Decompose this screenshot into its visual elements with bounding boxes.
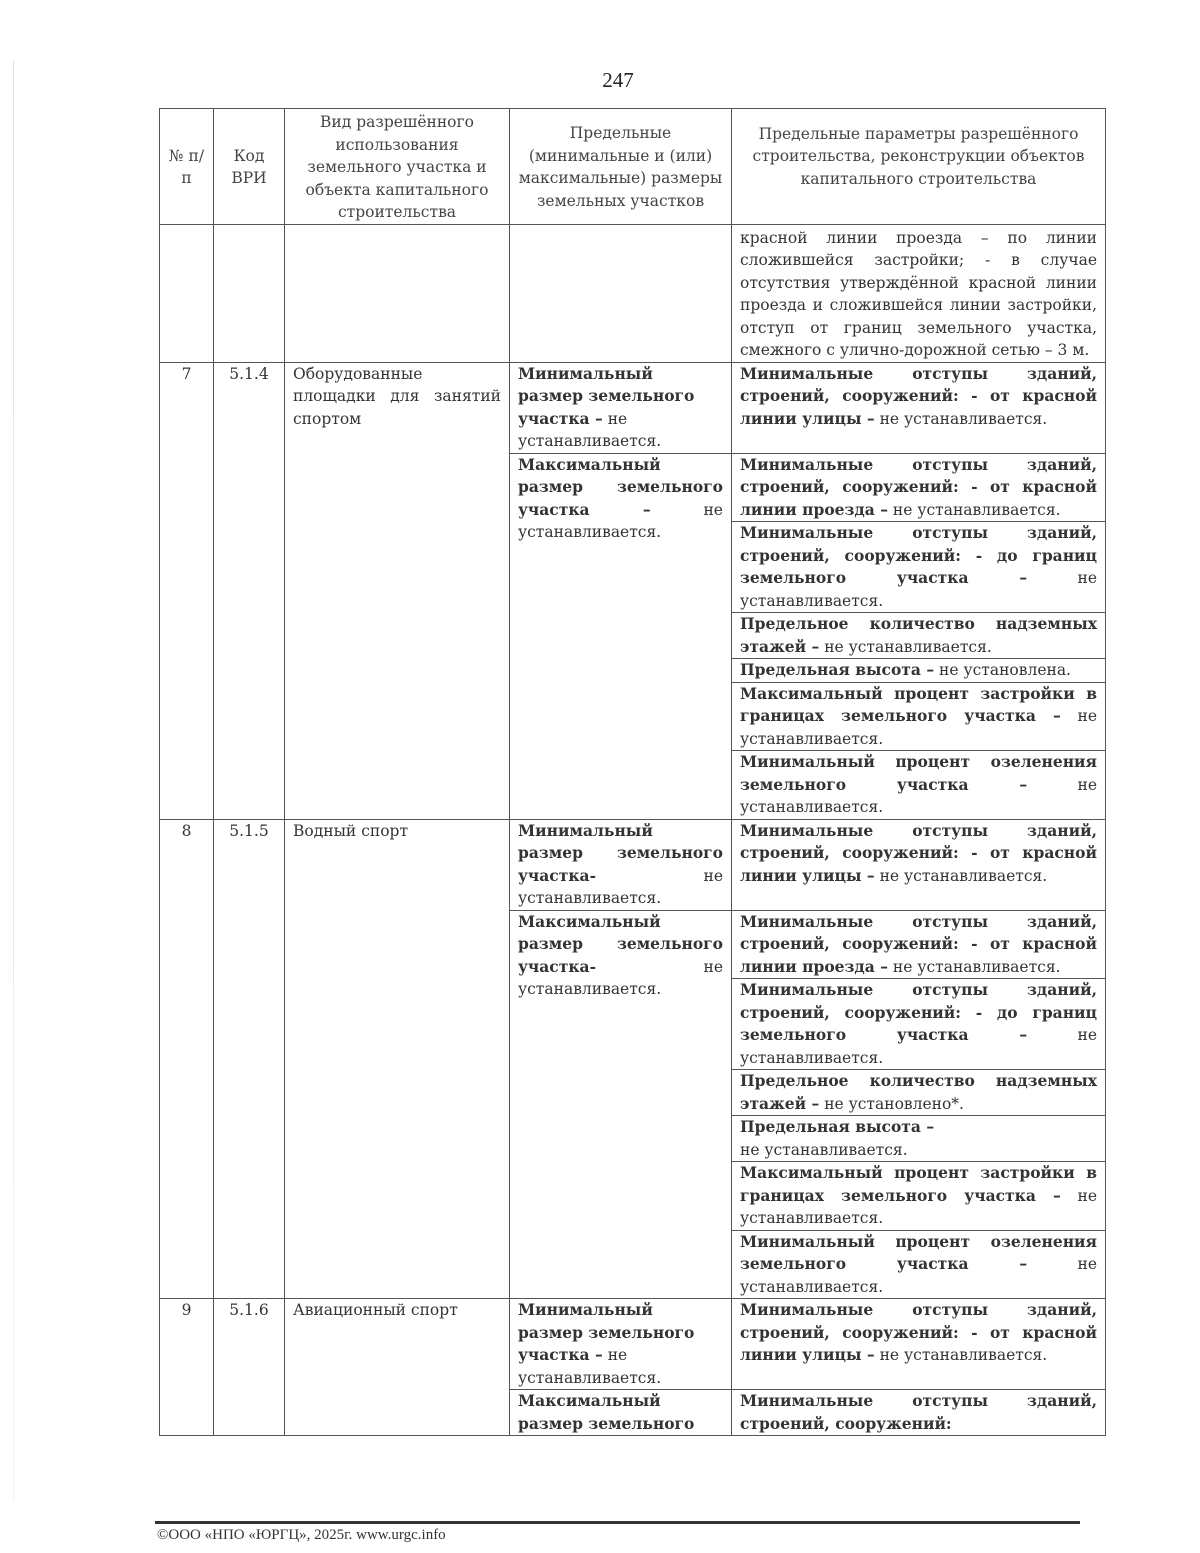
min-size-label: Минимальный размер земельного участка –	[518, 363, 695, 428]
param-value: не устанавливается.	[879, 409, 1048, 428]
header-row	[160, 109, 1106, 225]
header-code: Код ВРИ	[214, 109, 285, 225]
param-label: Минимальные отступы зданий, строений, сооружений: - от красной линии улицы –	[740, 1300, 1097, 1364]
min-size-value: не устанавливается.	[518, 1346, 662, 1387]
param-value: не устанавливается.	[740, 1186, 1097, 1227]
param-label: Предельная высота –	[740, 660, 935, 679]
max-size-cell	[510, 453, 732, 819]
param-value: не устанавливается.	[740, 569, 1097, 610]
param-cell	[732, 1070, 1106, 1116]
param-cell	[732, 362, 1106, 453]
footer-copyright: ©ООО «НПО «ЮРГЦ», 2025г. www.urgc.info	[157, 1527, 446, 1543]
min-size-label: Минимальный размер земельного участка-	[518, 820, 723, 885]
max-size-value: не устанавливается.	[518, 957, 723, 998]
param-value: не устанавливается.	[740, 1255, 1097, 1296]
param-label: Предельное количество надземных этажей –	[740, 614, 1097, 656]
row-num: 9	[160, 1299, 214, 1436]
row-num: 8	[160, 819, 214, 1299]
param-label: Максимальный процент застройки в границах земельного участка –	[740, 683, 1097, 725]
max-size-cell	[510, 910, 732, 1299]
footer-rule	[155, 1521, 1080, 1524]
param-label: Минимальные отступы зданий, строений, сооружений: - от красной линии улицы –	[740, 820, 1097, 885]
min-size-value: не устанавливается.	[518, 866, 723, 907]
param-cell	[732, 910, 1106, 979]
param-value: не устанавливается.	[824, 637, 992, 656]
param-label: Минимальные отступы зданий, строений, сооружений: - до границ земельного участка –	[740, 980, 1097, 1044]
min-size-cell	[510, 1299, 732, 1390]
table-row	[160, 362, 1106, 453]
param-value: не устанавливается.	[740, 775, 1097, 816]
param-cell	[732, 1116, 1106, 1162]
param-label: Предельная высота –	[740, 1117, 935, 1136]
param-label: Минимальные отступы зданий, строений, сооружений: - от красной линии проезда –	[740, 454, 1097, 519]
param-label: Минимальный процент озеленения земельного участка –	[740, 1231, 1097, 1273]
param-cell	[732, 1390, 1106, 1436]
param-value: не устанавливается.	[892, 500, 1061, 519]
min-size-cell	[510, 362, 732, 453]
scan-edge-mark	[13, 60, 14, 1500]
row-kind: Оборудованные площадки для занятий спортом	[285, 362, 510, 819]
param-cell	[732, 979, 1106, 1070]
header-num: № п/п	[160, 109, 214, 225]
header-sizes: Предельные (минимальные и (или) максимальные) размеры земельных участков	[510, 109, 732, 225]
min-size-value: не устанавливается.	[518, 409, 662, 450]
table-row	[160, 1299, 1106, 1390]
continuation-text: красной линии проезда – по линии сложившейся застройки; - в случае отсутствия утверждённой красной линии проезда и сложившейся линии застройки, отступ от границ земельного участка, смежного с улично-дорожной сетью – 3 м.	[732, 224, 1106, 362]
header-params: Предельные параметры разрешённого строительства, реконструкции объектов капитального строительства	[732, 109, 1106, 225]
row-code: 5.1.5	[214, 819, 285, 1299]
header-kind: Вид разрешённого использования земельного участка и объекта капитального строительства	[285, 109, 510, 225]
param-label: Предельное количество надземных этажей –	[740, 1071, 1097, 1113]
param-cell	[732, 751, 1106, 820]
row-kind: Авиационный спорт	[285, 1299, 510, 1436]
row-num: 7	[160, 362, 214, 819]
param-label: Минимальный процент озеленения земельного участка –	[740, 752, 1097, 794]
param-cell	[732, 819, 1106, 910]
min-size-cell	[510, 819, 732, 910]
param-cell	[732, 659, 1106, 683]
param-label: Минимальные отступы зданий, строений, сооружений: - от красной линии улицы –	[740, 363, 1097, 428]
param-value: не устанавливается.	[892, 957, 1061, 976]
regulations-table	[159, 108, 1106, 1436]
max-size-label: Максимальный размер земельного	[518, 1391, 695, 1433]
param-value: не устанавливается.	[740, 707, 1097, 748]
param-value: не устанавливается.	[740, 1140, 908, 1159]
param-value: не установлена.	[939, 661, 1071, 679]
row-code: 5.1.6	[214, 1299, 285, 1436]
param-cell	[732, 1230, 1106, 1299]
table-row	[160, 819, 1106, 910]
row-kind: Водный спорт	[285, 819, 510, 1299]
param-cell	[732, 522, 1106, 613]
param-value: не устанавливается.	[879, 866, 1048, 885]
max-size-label: Максимальный размер земельного участка –	[518, 454, 723, 519]
param-label: Минимальные отступы зданий, строений, сооружений: - от красной линии проезда –	[740, 911, 1097, 976]
max-size-label: Максимальный размер земельного участка-	[518, 911, 723, 976]
param-label: Максимальный процент застройки в границах земельного участка –	[740, 1163, 1097, 1205]
param-value: не устанавливается.	[740, 1026, 1097, 1067]
param-cell	[732, 453, 1106, 522]
max-size-cell	[510, 1390, 732, 1436]
min-size-label: Минимальный размер земельного участка –	[518, 1300, 695, 1364]
param-cell	[732, 613, 1106, 659]
param-cell	[732, 1299, 1106, 1390]
param-label: Минимальные отступы зданий, строений, сооружений: - до границ земельного участка –	[740, 523, 1097, 587]
param-value: не установлено*.	[824, 1094, 964, 1113]
param-label: Минимальные отступы зданий, строений, сооружений:	[740, 1391, 1097, 1433]
max-size-value: не устанавливается.	[518, 500, 723, 541]
continuation-row	[160, 224, 1106, 362]
param-value: не устанавливается.	[879, 1346, 1048, 1364]
param-cell	[732, 1162, 1106, 1231]
page-number: 247	[602, 68, 634, 92]
row-code: 5.1.4	[214, 362, 285, 819]
param-cell	[732, 682, 1106, 751]
